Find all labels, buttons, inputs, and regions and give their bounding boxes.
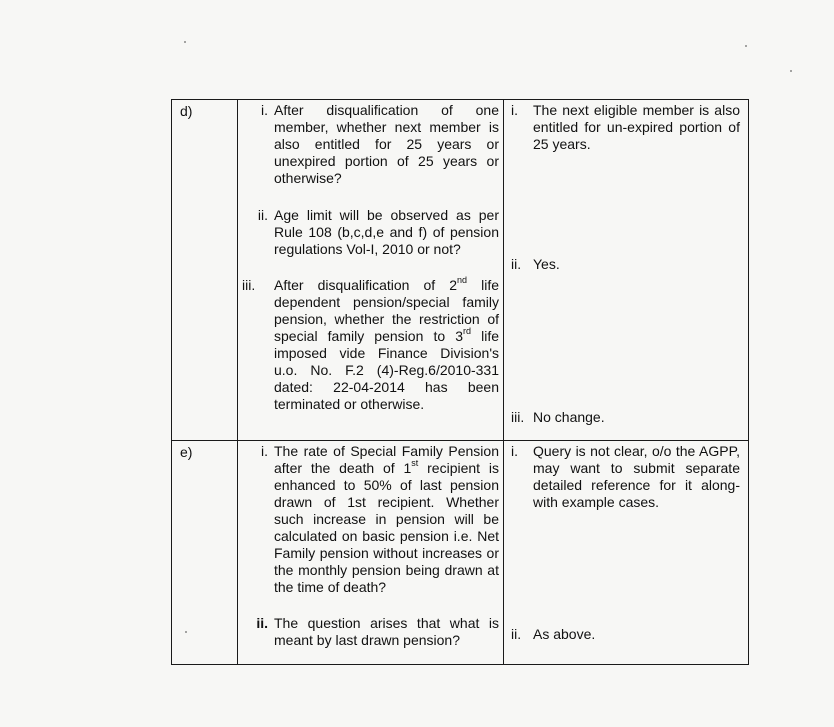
clarification-table [171,99,749,665]
question-item [238,102,503,187]
question-text: After disqualification of one member, whether next member is also entitled for 25 years or unexpired portion of 25 years or otherwise? [274,102,499,186]
question-item [238,207,503,258]
answer-text: The next eligible member is also entitled for un-expired portion of 25 years. [533,102,740,152]
text-segment: life imposed vide Finance Division's u.o. No. F.2 (4)-Reg.6/2010-331 dated: 22-04-2014 has been terminated or otherwise. [274,328,499,412]
text-segment: life dependent pension/special family pension, whether the restriction of special family pension to 3 [274,277,499,344]
answer-cell [504,441,749,665]
question-text [274,443,503,596]
answer-number: iii. [511,409,525,425]
text-segment: The rate of Special Family Pension after the death of 1 [274,443,499,476]
row-label-cell [172,441,238,665]
question-cell [238,100,504,441]
question-item [238,277,503,413]
question-text [274,277,503,413]
table-row [172,441,749,665]
answer-number: i. [511,443,518,459]
answer-number: ii. [511,626,522,642]
ordinal-suffix: st [411,458,419,469]
question-number: i. [261,443,268,459]
answer-number: ii. [511,256,522,272]
scan-speck [184,41,186,43]
answer-item [504,409,748,426]
table-row [172,100,749,441]
question-text: Age limit will be observed as per Rule 108 (b,c,d,e and f) of pension regulations Vol-I, 2010 or not? [274,207,499,257]
answer-item [504,256,748,273]
ordinal-suffix: rd [463,326,472,337]
answer-text: As above. [533,626,596,642]
answer-item [504,102,748,153]
question-number: iii. [242,277,256,293]
answer-cell [504,100,749,441]
ordinal-suffix: nd [457,275,468,286]
question-number: ii. [256,615,268,631]
row-label: d) [180,103,193,119]
answer-number: i. [511,102,518,118]
question-item [238,443,503,596]
answer-item [504,626,748,643]
question-item [238,615,503,649]
text-segment: recipient is enhanced to 50% of last pension drawn of 1st recipient. Whether such increase in pension will be calculated on basic pension i.e. Net Family pension without increases or the monthly pension being drawn at the time of death? [274,460,499,595]
question-text: The question arises that what is meant by last drawn pension? [274,615,499,648]
answer-text: Yes. [533,256,560,272]
text-segment: After disqualification of 2 [274,277,458,293]
scan-speck [790,70,792,72]
question-number: i. [261,102,268,118]
answer-text: No change. [533,409,605,425]
question-number: ii. [257,207,268,223]
question-cell [238,441,504,665]
row-label-cell [172,100,238,441]
row-label: e) [180,444,193,460]
answer-text: Query is not clear, o/o the AGPP, may want to submit separate detailed reference for it along-with example cases. [533,443,740,510]
scan-speck [745,45,747,47]
answer-item [504,443,748,511]
